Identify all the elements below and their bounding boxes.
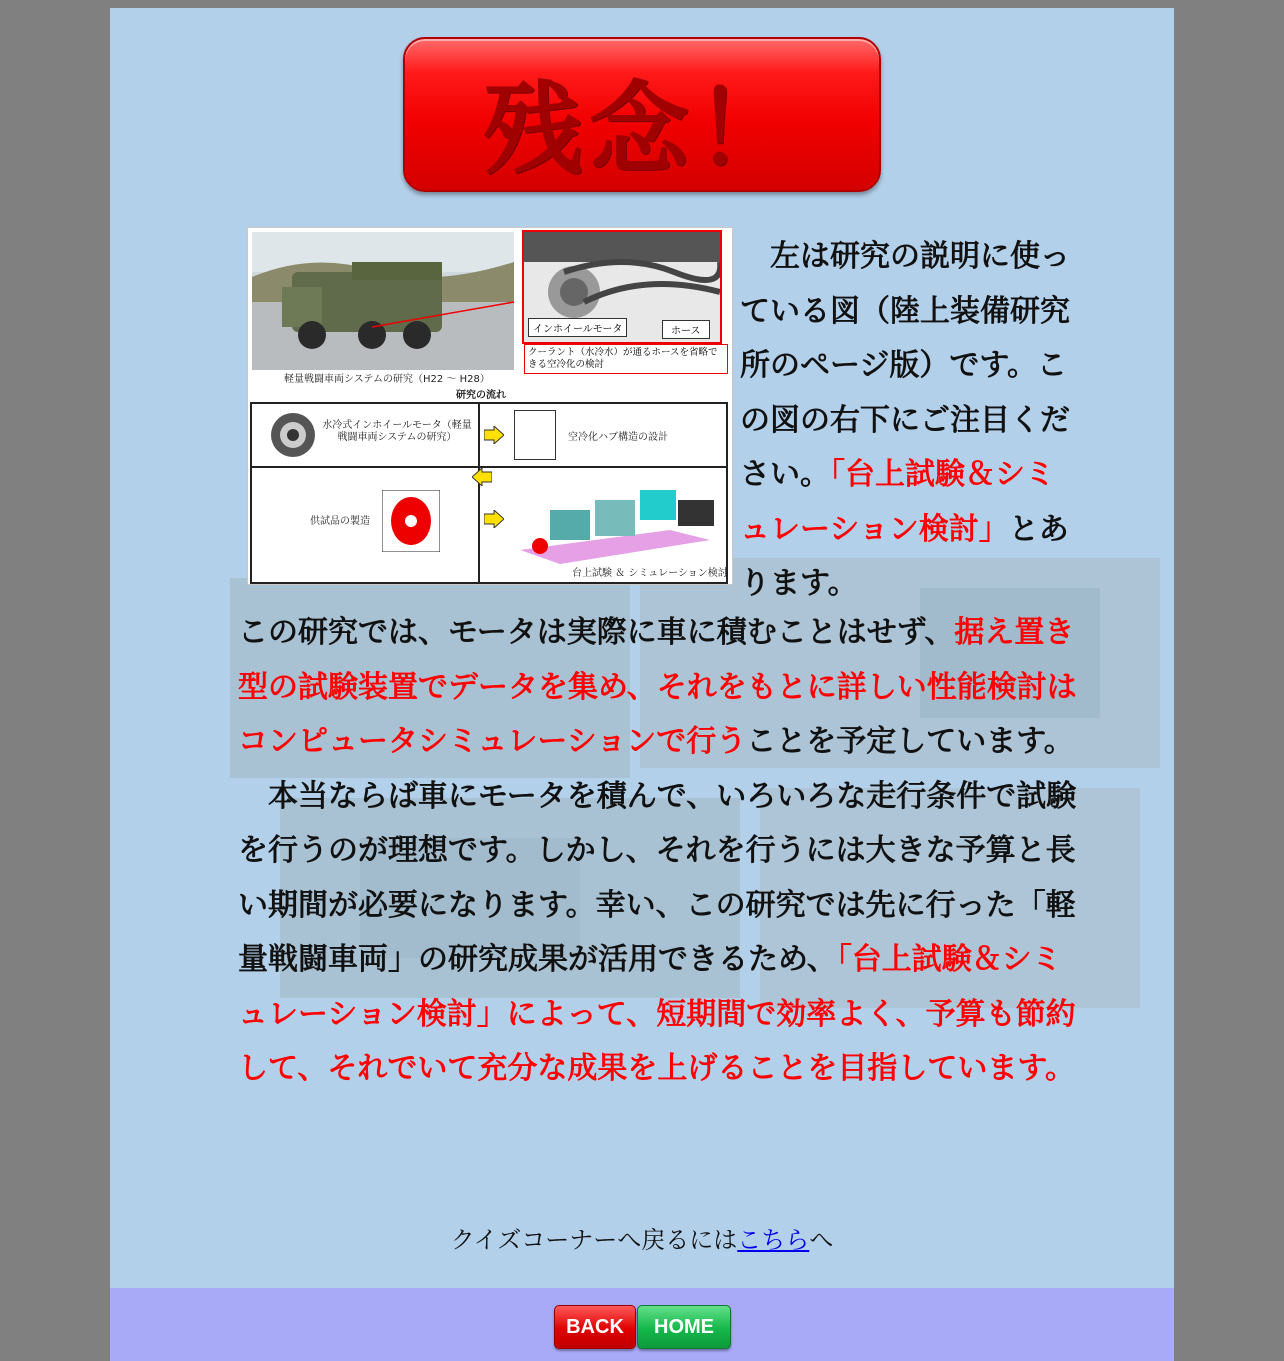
arrow-right-icon — [484, 426, 504, 444]
label-hose: ホース — [662, 320, 710, 339]
home-button[interactable]: HOME — [637, 1305, 731, 1349]
page-content — [110, 8, 1174, 1361]
motor-icon — [268, 410, 318, 460]
back-button[interactable]: BACK — [554, 1305, 636, 1349]
step-water-cooled: 水冷式インホイールモータ（軽量戦闘車両システムの研究） — [322, 420, 472, 443]
return-prefix: クイズコーナーへ戻るには — [450, 1226, 738, 1254]
banner-title: 残念！ — [483, 71, 801, 188]
test-bench-drawing — [510, 480, 722, 568]
intro-text-end: とあります。 — [740, 511, 1069, 601]
footer-nav — [110, 1288, 1174, 1361]
result-banner — [403, 37, 881, 192]
paragraph-1-text: この研究では、モータは実際に車に積むことはせず、 — [238, 615, 955, 650]
paragraph-2 — [238, 770, 1088, 1097]
research-diagram — [247, 227, 733, 585]
paragraph-2-highlight: 「台上試験＆シミュレーション検討」によって、短期間で効率よく、予算も節約して、それでいて充分な成果を上げることを目指しています。 — [238, 942, 1076, 1086]
flow-title: 研究の流れ — [456, 390, 506, 401]
flow-box — [250, 402, 728, 584]
figure-note: クーラント（水冷水）が通るホースを省略できる空冷化の検討 — [524, 344, 728, 374]
paragraph-1-text-end: ことを予定しています。 — [746, 724, 1074, 759]
test-part-icon — [382, 490, 440, 552]
explanation-body — [238, 606, 1088, 1097]
label-inwheel-motor: インホイールモータ — [528, 318, 627, 337]
arrow-right-icon — [484, 510, 504, 528]
paragraph-2-text: 本当ならば車にモータを積んで、いろいろな走行条件で試験を行うのが理想です。しかし、それを行うには大きな予算と長い期間が必要になります。幸い、この研究では先に行った「軽量戦闘車両」の研究成果が活用できるため、 — [238, 778, 1077, 977]
return-line — [110, 1220, 1174, 1255]
step-manufacture: 供試品の製造 — [310, 516, 370, 527]
intro-paragraph — [740, 230, 1070, 612]
paragraph-1 — [238, 606, 1088, 770]
step-air-cooled: 空冷化ハブ構造の設計 — [568, 432, 668, 443]
figure-caption-vehicle: 軽量戦闘車両システムの研究（H22 ～ H28） — [284, 374, 490, 385]
quiz-corner-link[interactable]: こちら — [737, 1226, 810, 1254]
intro-highlight: 「台上試験＆シミュレーション検討」 — [740, 457, 1055, 547]
arrow-down-left-icon — [472, 468, 492, 486]
intro-text: 左は研究の説明に使っている図（陸上装備研究所のページ版）です。この図の右下にご注目ください。 — [740, 239, 1070, 492]
vehicle-photo — [252, 232, 514, 370]
paragraph-1-highlight: 据え置き型の試験装置でデータを集め、それをもとに詳しい性能検討はコンピュータシミュレーションで行う — [238, 615, 1077, 759]
return-suffix: へ — [809, 1226, 834, 1254]
step-bench-test: 台上試験 ＆ シミュレーション検討 — [572, 568, 728, 579]
hub-drawing — [514, 410, 556, 460]
